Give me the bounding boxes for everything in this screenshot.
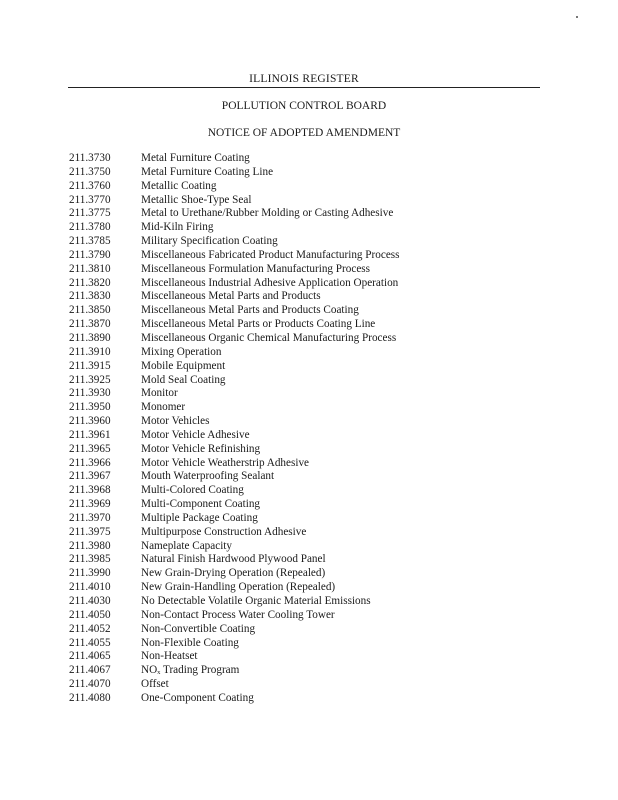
definition-term: Non-Contact Process Water Cooling Tower: [141, 608, 335, 621]
section-number: 211.3966: [69, 456, 111, 469]
definition-term: New Grain-Drying Operation (Repealed): [141, 567, 326, 580]
list-item: [69, 401, 529, 415]
section-number: 211.3968: [69, 484, 111, 497]
list-item: [69, 290, 529, 304]
list-item: [69, 609, 529, 623]
definition-term: Military Specification Coating: [141, 235, 278, 248]
list-item: [69, 415, 529, 429]
definition-term: Nameplate Capacity: [141, 539, 233, 552]
definition-term: Miscellaneous Industrial Adhesive Application Operation: [141, 276, 399, 289]
definition-term: Natural Finish Hardwood Plywood Panel: [141, 553, 326, 566]
section-number: 211.3785: [69, 235, 111, 248]
list-item: [69, 498, 529, 512]
section-number: 211.3830: [69, 290, 111, 303]
list-item: [69, 332, 529, 346]
list-item: [69, 346, 529, 360]
section-number: 211.4065: [69, 650, 111, 663]
definition-term: Motor Vehicle Refinishing: [141, 442, 261, 455]
list-item: [69, 678, 529, 692]
list-item: [69, 152, 529, 166]
list-item: [69, 304, 529, 318]
section-number: 211.3930: [69, 387, 111, 400]
list-item: [69, 526, 529, 540]
section-number: 211.4070: [69, 678, 111, 691]
list-item: [69, 318, 529, 332]
list-item: [69, 664, 529, 678]
section-number: 211.4030: [69, 595, 111, 607]
list-item: [69, 650, 529, 664]
definition-term: Monitor: [141, 387, 178, 400]
list-item: [69, 374, 529, 388]
list-item: [69, 221, 529, 235]
definition-term: Mobile Equipment: [141, 359, 226, 372]
list-item: [69, 429, 529, 443]
section-number: 211.3780: [69, 221, 111, 234]
section-number: 211.3950: [69, 401, 111, 414]
definition-term: Miscellaneous Organic Chemical Manufacturing Process: [141, 331, 397, 344]
section-number: 211.3990: [69, 567, 111, 580]
section-number: 211.3915: [69, 359, 111, 372]
definition-term: Metal to Urethane/Rubber Molding or Casting Adhesive: [141, 207, 394, 220]
section-number: 211.3985: [69, 553, 111, 566]
list-item: [69, 457, 529, 471]
section-number: 211.3961: [69, 428, 111, 441]
section-number: 211.3730: [69, 152, 111, 164]
definition-term: Non-Heatset: [141, 650, 198, 663]
list-item: [69, 263, 529, 277]
section-number: 211.3870: [69, 318, 111, 331]
definition-term: Miscellaneous Fabricated Product Manufacturing Process: [141, 248, 400, 261]
list-item: [69, 249, 529, 263]
section-number: 211.3750: [69, 165, 111, 178]
definition-term: Mold Seal Coating: [141, 373, 226, 386]
section-number: 211.3967: [69, 470, 111, 483]
section-number: 211.3965: [69, 442, 111, 455]
definition-term: Miscellaneous Metal Parts or Products Coating Line: [141, 318, 376, 331]
definition-term: Non-Convertible Coating: [141, 622, 256, 635]
definition-term: Miscellaneous Formulation Manufacturing Process: [141, 262, 370, 275]
section-number: 211.4055: [69, 636, 111, 649]
list-item: [69, 277, 529, 291]
list-item: [69, 595, 529, 609]
list-item: [69, 692, 529, 706]
list-item: [69, 470, 529, 484]
section-number: 211.3975: [69, 525, 111, 538]
agency-name: POLLUTION CONTROL BOARD: [221, 100, 387, 112]
list-item: [69, 484, 529, 498]
section-number: 211.3770: [69, 193, 111, 206]
section-number: 211.3960: [69, 415, 111, 428]
list-item: [69, 553, 529, 567]
section-number: 211.3980: [69, 539, 111, 552]
definition-term: Offset: [141, 678, 169, 691]
list-item: [69, 387, 529, 401]
list-item: [69, 443, 529, 457]
section-number: 211.3790: [69, 248, 111, 261]
definition-term: Mouth Waterproofing Sealant: [141, 470, 275, 483]
section-number: 211.3969: [69, 498, 111, 511]
definition-term: Miscellaneous Metal Parts and Products: [141, 290, 321, 303]
section-list: [69, 152, 529, 706]
section-number: 211.4052: [69, 622, 111, 635]
definition-term: Metallic Shoe-Type Seal: [141, 193, 252, 206]
section-number: 211.4080: [69, 691, 111, 704]
definition-term: One-Component Coating: [141, 691, 254, 704]
list-item: [69, 180, 529, 194]
list-item: [69, 637, 529, 651]
section-number: 211.3890: [69, 331, 111, 344]
list-item: [69, 360, 529, 374]
list-item: [69, 581, 529, 595]
definition-term: Multipurpose Construction Adhesive: [141, 525, 307, 538]
definition-term: Mid-Kiln Firing: [141, 221, 214, 234]
section-number: 211.3760: [69, 179, 111, 192]
definition-term: Multi-Colored Coating: [141, 484, 244, 497]
definition-term: Monomer: [141, 401, 186, 414]
section-number: 211.3775: [69, 207, 111, 220]
definition-term: Metal Furniture Coating Line: [141, 165, 274, 178]
list-item: [69, 207, 529, 221]
section-number: 211.3810: [69, 262, 111, 275]
section-number: 211.4010: [69, 581, 111, 594]
notice-title: NOTICE OF ADOPTED AMENDMENT: [207, 127, 401, 139]
definition-term: New Grain-Handling Operation (Repealed): [141, 581, 336, 594]
definition-term: Metallic Coating: [141, 179, 217, 192]
section-number: 211.3910: [69, 345, 111, 358]
section-number: 211.3970: [69, 511, 111, 524]
definition-term: Motor Vehicle Weatherstrip Adhesive: [141, 456, 310, 469]
definition-term: Mixing Operation: [141, 345, 222, 358]
register-title: ILLINOIS REGISTER: [249, 73, 359, 85]
list-item: [69, 235, 529, 249]
section-number: 211.4050: [69, 608, 111, 621]
section-number: 211.3850: [69, 304, 111, 317]
definition-term: Motor Vehicle Adhesive: [141, 428, 250, 441]
definition-term: No Detectable Volatile Organic Material Emissions: [141, 595, 371, 607]
list-item: [69, 567, 529, 581]
definition-term: Non-Flexible Coating: [141, 636, 239, 649]
definition-term: Multiple Package Coating: [141, 511, 258, 524]
definition-term: Multi-Component Coating: [141, 498, 261, 511]
definition-term: Miscellaneous Metal Parts and Products Coating: [141, 304, 359, 317]
section-number: 211.4067: [69, 664, 111, 677]
definition-term: Metal Furniture Coating: [141, 152, 250, 164]
list-item: [69, 623, 529, 637]
definition-term: NOₓ Trading Program: [141, 664, 240, 677]
list-item: [69, 194, 529, 208]
list-item: [69, 512, 529, 526]
section-number: 211.3820: [69, 276, 111, 289]
list-item: [69, 540, 529, 554]
definition-term: Motor Vehicles: [141, 415, 210, 428]
section-number: 211.3925: [69, 373, 111, 386]
scan-mark: [576, 16, 578, 18]
list-item: [69, 166, 529, 180]
header-rule: [68, 87, 540, 88]
